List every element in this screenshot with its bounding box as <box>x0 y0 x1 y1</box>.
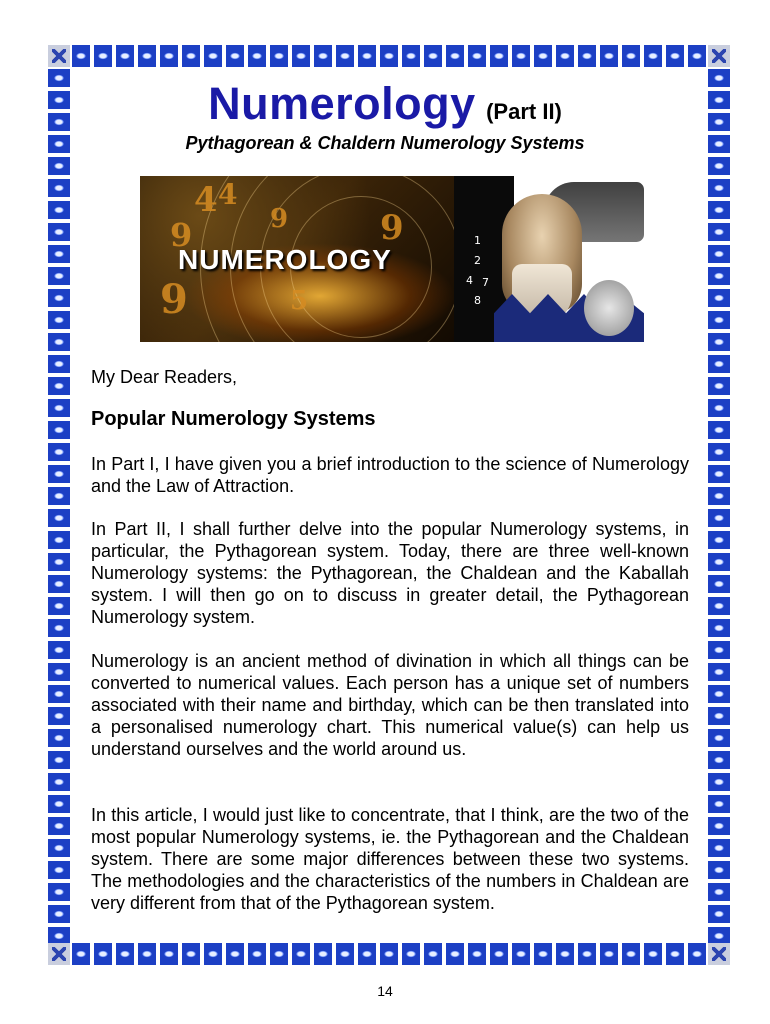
numerology-collage-image <box>140 176 644 342</box>
title-main: Numerology <box>208 78 476 129</box>
page-title <box>0 78 770 130</box>
border-corner-icon <box>48 45 70 67</box>
pythagoras-portrait-image: 1 2 4 8 7 <box>454 176 644 342</box>
numerology-banner-image: 4 4 9 9 9 9 5 NUMEROLOGY <box>140 176 454 342</box>
title-part: (Part II) <box>486 99 562 124</box>
decorative-border-left <box>48 67 70 943</box>
section-heading: Popular Numerology Systems <box>91 408 376 430</box>
paragraph: In Part I, I have given you a brief introduction to the science of Numerology and the Law of Attraction. <box>91 454 689 496</box>
paragraph: In this article, I would just like to concentrate, that I think, are the two of the most popular Numerology systems, ie. the Pythagorean and the Chaldean system. There are some major differences between these two systems. The methodologies and the characteristics of the numbers in Chaldean are very different from that of the Pythagorean system. <box>91 805 689 913</box>
page-subtitle: Pythagorean & Chaldern Numerology Systems <box>185 133 585 153</box>
decorative-border-bottom <box>48 943 730 965</box>
banner-label: NUMEROLOGY <box>178 244 392 275</box>
page-number: 14 <box>377 983 393 999</box>
paragraph: In Part II, I shall further delve into the popular Numerology systems, in particular, the Pythagorean system. Today, there are three well-known Numerology systems: the Pythagorean, the Chaldean and the Kaballah system. I will then go on to discuss in greater detail, the Pythagorean Numerology system. <box>91 519 689 627</box>
decorative-border-top <box>48 45 730 67</box>
border-corner-icon <box>708 45 730 67</box>
greeting: My Dear Readers, <box>91 367 238 387</box>
border-corner-icon <box>48 943 70 965</box>
decorative-border-right <box>708 67 730 943</box>
border-corner-icon <box>708 943 730 965</box>
paragraph: Numerology is an ancient method of divination in which all things can be converted to numerical values. Each person has a unique set of numbers associated with their name and birthday, which can be then translated into a personalised numerology chart. This numerical value(s) can help us understand ourselves and the world around us. <box>91 651 689 759</box>
